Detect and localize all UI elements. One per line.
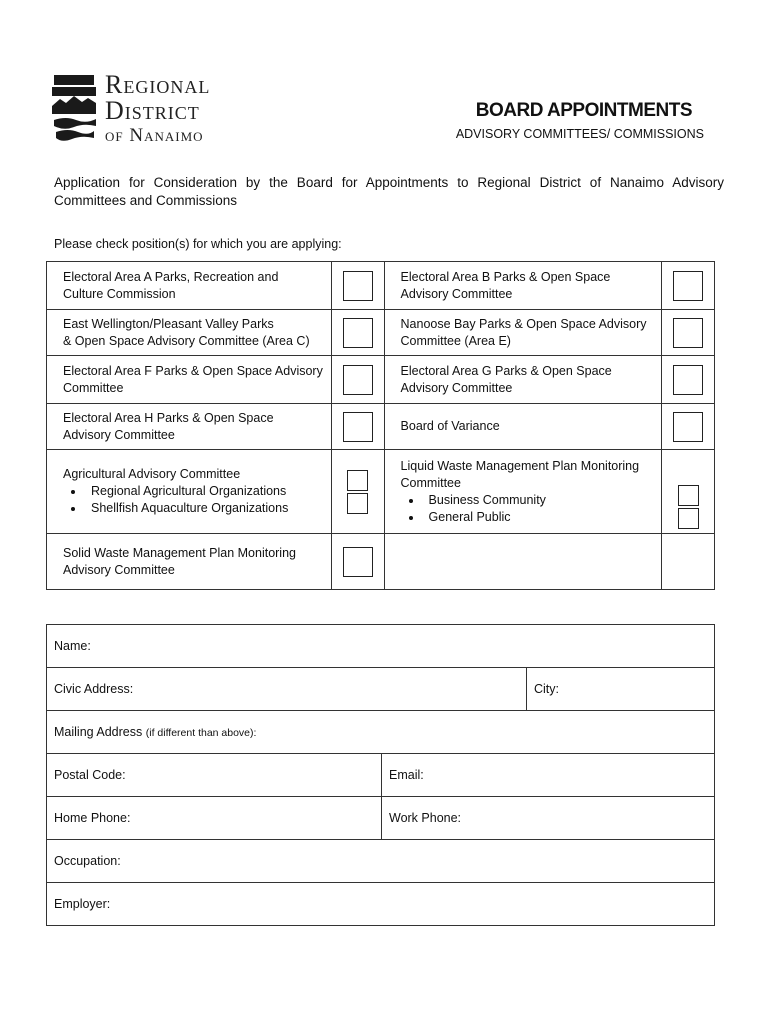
name-label: Name: <box>54 639 91 653</box>
logo-line-1: Regional <box>105 70 211 99</box>
table-row <box>47 534 715 590</box>
position-label: Electoral Area F Parks & Open Space Advisory Committee <box>47 356 332 404</box>
liquid-waste-options-list <box>401 492 662 526</box>
table-row <box>47 450 715 534</box>
mailing-address-label: Mailing Address <box>54 725 143 739</box>
checkbox-business-community[interactable] <box>678 485 699 506</box>
agricultural-options-list <box>63 483 331 517</box>
occupation-field[interactable] <box>47 840 715 883</box>
logo-line-3: of Nanaimo <box>105 125 204 146</box>
checkbox-area-h-parks[interactable] <box>343 412 373 442</box>
home-phone-field[interactable] <box>47 797 382 840</box>
email-field[interactable] <box>382 754 715 797</box>
position-label: Solid Waste Management Plan Monitoring Advisory Committee <box>47 534 332 590</box>
logo-line-2: District <box>105 96 200 125</box>
checkbox-area-c-parks[interactable] <box>343 318 373 348</box>
email-label: Email: <box>389 768 424 782</box>
work-phone-field[interactable] <box>382 797 715 840</box>
postal-code-field[interactable] <box>47 754 382 797</box>
employer-field[interactable] <box>47 883 715 926</box>
home-phone-label: Home Phone: <box>54 811 131 825</box>
checkbox-area-a-parks[interactable] <box>343 271 373 301</box>
checkbox-area-e-parks[interactable] <box>673 318 703 348</box>
position-label: Board of Variance <box>384 404 662 450</box>
position-label: Liquid Waste Management Plan Monitoring Committee • Business Community • General Public <box>384 450 662 534</box>
page-subtitle: ADVISORY COMMITTEES/ COMMISSIONS <box>455 127 704 141</box>
civic-address-label: Civic Address: <box>54 682 134 696</box>
positions-table <box>46 261 715 590</box>
city-label: City: <box>534 682 559 696</box>
mailing-address-field[interactable] <box>47 711 715 754</box>
checkbox-shellfish-aquaculture[interactable] <box>347 493 368 514</box>
position-label: Electoral Area H Parks & Open Space Advisory Committee <box>47 404 332 450</box>
name-field[interactable] <box>47 625 715 668</box>
applicant-form <box>46 624 715 926</box>
list-item: • Regional Agricultural Organizations <box>85 483 331 500</box>
rdn-logo <box>50 72 230 146</box>
list-item: • Business Community <box>423 492 662 509</box>
table-row <box>47 310 715 356</box>
position-label: Electoral Area A Parks, Recreation and Culture Commission <box>47 262 332 310</box>
table-row <box>47 262 715 310</box>
checkbox-area-f-parks[interactable] <box>343 365 373 395</box>
checkbox-area-g-parks[interactable] <box>673 365 703 395</box>
postal-code-label: Postal Code: <box>54 768 126 782</box>
position-label: East Wellington/Pleasant Valley Parks & Open Space Advisory Committee (Area C) <box>47 310 332 356</box>
city-field[interactable] <box>527 668 715 711</box>
position-label: Nanoose Bay Parks & Open Space Advisory Committee (Area E) <box>384 310 662 356</box>
checkbox-board-of-variance[interactable] <box>673 412 703 442</box>
empty-cell <box>384 534 662 590</box>
intro-paragraph: Application for Consideration by the Board for Appointments to Regional District of Nanaimo Advisory Committees and Commissions <box>54 175 724 208</box>
checkbox-general-public[interactable] <box>678 508 699 529</box>
table-row <box>47 356 715 404</box>
position-label: Agricultural Advisory Committee • Regional Agricultural Organizations • Shellfish Aquaculture Organizations <box>47 450 332 534</box>
civic-address-field[interactable] <box>47 668 527 711</box>
occupation-label: Occupation: <box>54 854 121 868</box>
employer-label: Employer: <box>54 897 111 911</box>
list-item: • General Public <box>423 509 662 526</box>
table-row <box>47 404 715 450</box>
checkbox-area-b-parks[interactable] <box>673 271 703 301</box>
checkbox-solid-waste[interactable] <box>343 547 373 577</box>
empty-cell <box>662 534 715 590</box>
list-item: • Shellfish Aquaculture Organizations <box>85 500 331 517</box>
page-title: BOARD APPOINTMENTS <box>475 100 692 121</box>
mailing-address-note: (if different than above): <box>145 727 257 739</box>
instruction-text: Please check position(s) for which you are applying: <box>54 237 342 251</box>
rdn-mountain-logo-icon <box>50 72 100 142</box>
position-label: Electoral Area G Parks & Open Space Advisory Committee <box>384 356 662 404</box>
work-phone-label: Work Phone: <box>389 811 462 825</box>
position-label: Electoral Area B Parks & Open Space Advisory Committee <box>384 262 662 310</box>
checkbox-regional-agricultural[interactable] <box>347 470 368 491</box>
